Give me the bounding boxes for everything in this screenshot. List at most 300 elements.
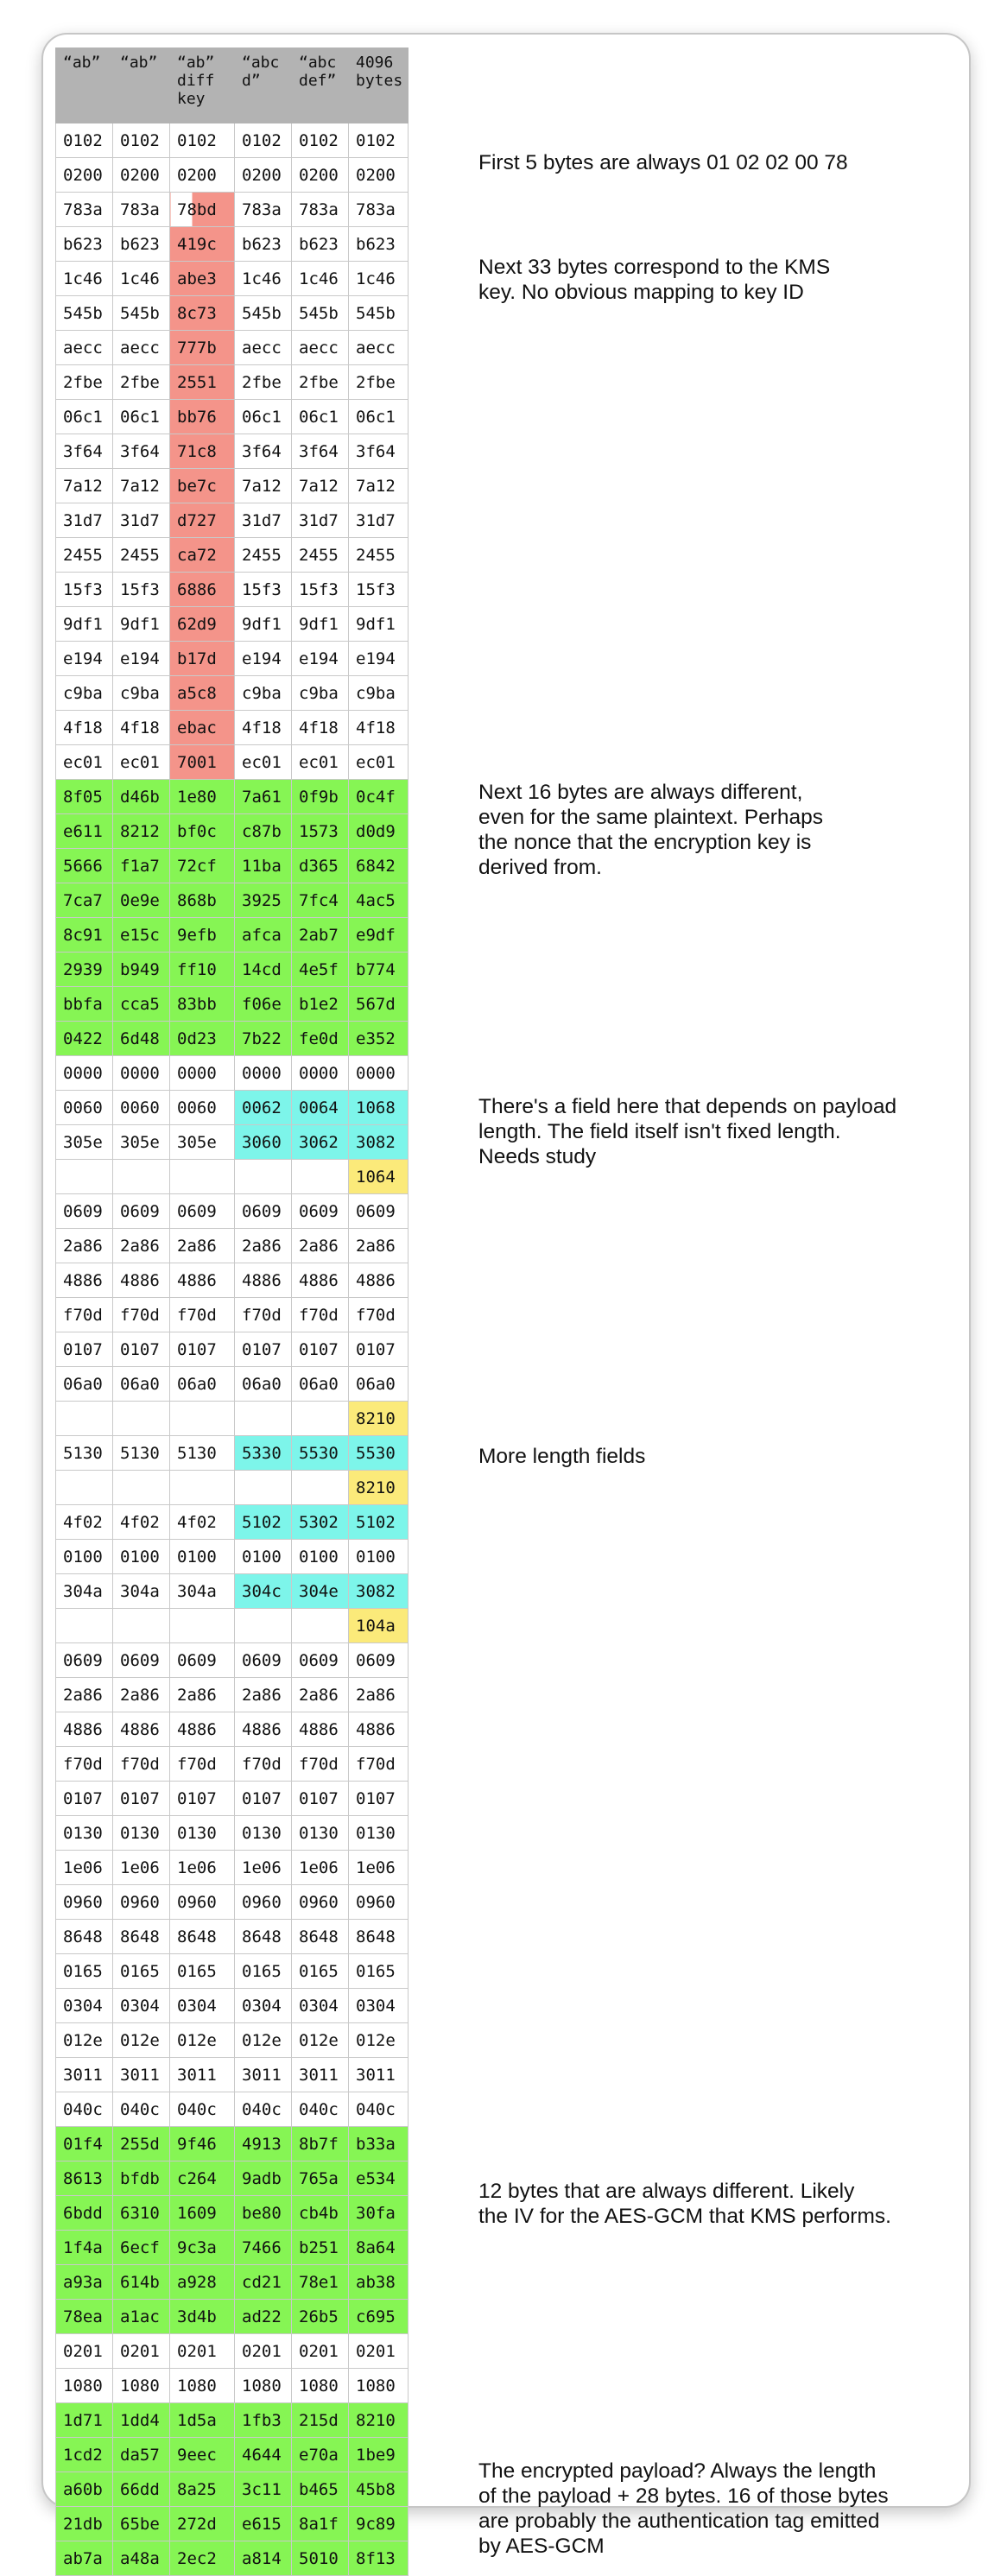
table-cell: 1c46 (113, 262, 170, 296)
table-cell: 8a1f (292, 2507, 349, 2541)
table-cell: 0107 (113, 1782, 170, 1816)
table-cell: 0201 (349, 2334, 408, 2369)
table-row (56, 2334, 408, 2369)
table-cell: 0201 (56, 2334, 113, 2369)
table-cell: e70a (292, 2438, 349, 2472)
table-body (56, 123, 408, 2576)
table-cell: b623 (292, 227, 349, 262)
column-header (292, 48, 349, 123)
table-cell: 0609 (56, 1194, 113, 1229)
annotation-note: First 5 bytes are always 01 02 02 00 78 (478, 150, 848, 174)
table-cell: 777b (170, 331, 235, 365)
table-cell: 2551 (170, 365, 235, 400)
table-cell: 0609 (113, 1194, 170, 1229)
table-row (56, 469, 408, 503)
table-cell: cca5 (113, 987, 170, 1022)
table-cell: 0304 (56, 1989, 113, 2023)
table-cell: 5530 (292, 1436, 349, 1471)
table-cell: 0609 (349, 1194, 408, 1229)
table-cell: 0200 (56, 158, 113, 193)
table-cell: 2455 (292, 538, 349, 573)
table-cell: 4f02 (170, 1505, 235, 1540)
table-row (56, 1643, 408, 1678)
table-cell: f1a7 (113, 849, 170, 883)
annotation-panel (41, 33, 971, 2568)
table-cell: b623 (56, 227, 113, 262)
table-cell: f70d (170, 1298, 235, 1332)
table-cell: 0304 (235, 1989, 292, 2023)
table-cell: 545b (235, 296, 292, 331)
table-cell: 8c73 (170, 296, 235, 331)
table-cell: ec01 (292, 745, 349, 780)
table-cell: 9df1 (113, 607, 170, 642)
table-cell: cd21 (235, 2265, 292, 2300)
table-cell (292, 1402, 349, 1436)
table-row (56, 262, 408, 296)
table-cell: 1c46 (56, 262, 113, 296)
table-cell: e352 (349, 1022, 408, 1056)
table-cell: 3082 (349, 1125, 408, 1160)
table-cell: 78ea (56, 2300, 113, 2334)
table-cell: 5130 (170, 1436, 235, 1471)
table-cell: 0200 (292, 158, 349, 193)
table-cell: 4886 (113, 1263, 170, 1298)
table-cell: 4886 (235, 1712, 292, 1747)
table-cell: 62d9 (170, 607, 235, 642)
table-cell: 1fb3 (235, 2403, 292, 2438)
table-row (56, 676, 408, 711)
column-header (349, 48, 408, 123)
table-row (56, 2023, 408, 2058)
table-cell: 0000 (349, 1056, 408, 1091)
table-cell: 0960 (170, 1885, 235, 1920)
table-cell: 0200 (349, 158, 408, 193)
table-cell: 5130 (56, 1436, 113, 1471)
table-cell: 304a (56, 1574, 113, 1609)
table-cell: 1080 (56, 2369, 113, 2403)
table-cell: ebac (170, 711, 235, 745)
table-cell: 0060 (113, 1091, 170, 1125)
table-cell: 0107 (292, 1782, 349, 1816)
table-cell: be80 (235, 2196, 292, 2231)
table-cell: 31d7 (292, 503, 349, 538)
table-cell: 1c46 (292, 262, 349, 296)
table-cell: 0107 (235, 1332, 292, 1367)
table-cell: 0060 (56, 1091, 113, 1125)
table-cell: 0609 (235, 1194, 292, 1229)
table-cell: 8648 (235, 1920, 292, 1954)
table-cell: d46b (113, 780, 170, 814)
table-row (56, 1402, 408, 1436)
table-row (56, 573, 408, 607)
table-row (56, 814, 408, 849)
table-row (56, 1125, 408, 1160)
table-cell: b623 (349, 227, 408, 262)
table-cell: 2a86 (292, 1229, 349, 1263)
table-cell: cb4b (292, 2196, 349, 2231)
table-cell: 78bd (170, 193, 235, 227)
table-cell: 7a12 (235, 469, 292, 503)
table-cell: e194 (349, 642, 408, 676)
table-cell: 4f02 (56, 1505, 113, 1540)
table-cell: 8648 (170, 1920, 235, 1954)
table-cell: 7a12 (292, 469, 349, 503)
table-row (56, 953, 408, 987)
table-cell (170, 1471, 235, 1505)
table-cell: 8a25 (170, 2472, 235, 2507)
table-cell: 9efb (170, 918, 235, 953)
table-cell: 2a86 (170, 1229, 235, 1263)
table-row (56, 1920, 408, 1954)
table-cell: aecc (235, 331, 292, 365)
table-cell: 26b5 (292, 2300, 349, 2334)
table-cell: 06a0 (235, 1367, 292, 1402)
table-cell: aecc (113, 331, 170, 365)
table-cell: a48a (113, 2541, 170, 2576)
table-cell: 0200 (113, 158, 170, 193)
table-cell: 614b (113, 2265, 170, 2300)
table-cell: 2ec2 (170, 2541, 235, 2576)
table-cell: f70d (56, 1747, 113, 1782)
table-row (56, 1609, 408, 1643)
table-cell: 6310 (113, 2196, 170, 2231)
table-cell: b623 (235, 227, 292, 262)
table-cell: 783a (235, 193, 292, 227)
table-cell: 0960 (113, 1885, 170, 1920)
table-cell: 0107 (349, 1782, 408, 1816)
table-cell: 4886 (170, 1263, 235, 1298)
table-cell: 4886 (235, 1263, 292, 1298)
column-header (235, 48, 292, 123)
table-cell: 215d (292, 2403, 349, 2438)
table-cell: 2fbe (349, 365, 408, 400)
table-cell: 545b (113, 296, 170, 331)
table-cell: 21db (56, 2507, 113, 2541)
table-cell: 7a12 (56, 469, 113, 503)
table-cell: b465 (292, 2472, 349, 2507)
table-cell: abe3 (170, 262, 235, 296)
table-cell: 4f18 (349, 711, 408, 745)
table-cell: d365 (292, 849, 349, 883)
table-cell: c9ba (349, 676, 408, 711)
table-cell: 0165 (56, 1954, 113, 1989)
table-cell: 06a0 (113, 1367, 170, 1402)
table-cell: f70d (349, 1747, 408, 1782)
table-cell: 7001 (170, 745, 235, 780)
table-cell: 1e06 (292, 1851, 349, 1885)
table-cell: 6bdd (56, 2196, 113, 2231)
table-row (56, 2058, 408, 2092)
table-row (56, 1436, 408, 1471)
table-cell: ec01 (235, 745, 292, 780)
table-cell: 1d71 (56, 2403, 113, 2438)
table-cell: 8648 (56, 1920, 113, 1954)
table-cell: 1e06 (56, 1851, 113, 1885)
table-cell: 783a (292, 193, 349, 227)
table-cell: 1e06 (113, 1851, 170, 1885)
table-row (56, 2196, 408, 2231)
table-cell: 0130 (56, 1816, 113, 1851)
table-row (56, 2231, 408, 2265)
table-cell: 0609 (292, 1194, 349, 1229)
table-row (56, 607, 408, 642)
table-cell: e611 (56, 814, 113, 849)
table-cell: 4886 (292, 1263, 349, 1298)
table-cell: aecc (349, 331, 408, 365)
table-cell (235, 1609, 292, 1643)
table-cell: 0107 (349, 1332, 408, 1367)
table-cell: 1573 (292, 814, 349, 849)
table-cell: 0960 (56, 1885, 113, 1920)
table-cell: 3f64 (235, 434, 292, 469)
table-cell: 0c4f (349, 780, 408, 814)
table-row (56, 918, 408, 953)
table-cell: 0165 (113, 1954, 170, 1989)
table-row (56, 1989, 408, 2023)
table-cell: 8613 (56, 2161, 113, 2196)
table-cell: 1080 (349, 2369, 408, 2403)
table-cell: 2fbe (113, 365, 170, 400)
table-cell: 0100 (292, 1540, 349, 1574)
table-cell: ad22 (235, 2300, 292, 2334)
table-cell: 0102 (292, 123, 349, 158)
table-cell: 65be (113, 2507, 170, 2541)
table-row (56, 849, 408, 883)
table-cell: 304a (113, 1574, 170, 1609)
table-cell: 868b (170, 883, 235, 918)
table-cell: e534 (349, 2161, 408, 2196)
table-cell: 3f64 (113, 434, 170, 469)
table-cell: 012e (235, 2023, 292, 2058)
table-cell: 1e80 (170, 780, 235, 814)
table-cell: 1be9 (349, 2438, 408, 2472)
table-cell: e194 (292, 642, 349, 676)
table-cell: 9df1 (292, 607, 349, 642)
column-header-label: “ab” diff key (177, 54, 215, 108)
table-cell: 2a86 (349, 1678, 408, 1712)
table-cell: 0062 (235, 1091, 292, 1125)
table-cell: 0100 (113, 1540, 170, 1574)
table-cell: 419c (170, 227, 235, 262)
table-row (56, 1712, 408, 1747)
table-cell: 012e (113, 2023, 170, 2058)
table-row (56, 883, 408, 918)
table-cell: 304a (170, 1574, 235, 1609)
table-cell: 15f3 (113, 573, 170, 607)
table-cell: 3925 (235, 883, 292, 918)
table-cell: 4886 (292, 1712, 349, 1747)
column-header-label: “abc d” (242, 54, 280, 90)
table-cell: 8b7f (292, 2127, 349, 2161)
table-cell: 8210 (349, 1402, 408, 1436)
table-cell: 06c1 (349, 400, 408, 434)
table-cell: 5010 (292, 2541, 349, 2576)
table-cell: 0107 (56, 1332, 113, 1367)
table-cell: 3f64 (349, 434, 408, 469)
table-cell: 4644 (235, 2438, 292, 2472)
table-cell: 0130 (349, 1816, 408, 1851)
table-cell: f70d (349, 1298, 408, 1332)
table-cell: 7ca7 (56, 883, 113, 918)
table-cell: 3f64 (56, 434, 113, 469)
table-cell: e194 (56, 642, 113, 676)
table-cell: 0609 (170, 1643, 235, 1678)
table-cell: 0201 (113, 2334, 170, 2369)
table-cell: 0609 (292, 1643, 349, 1678)
table-cell: f70d (235, 1298, 292, 1332)
annotation-note: The encrypted payload? Always the length of the payload + 28 bytes. 16 of those bytes are probably the authentication tag emitted by AES-GCM (478, 2459, 889, 2558)
table-cell: 4e5f (292, 953, 349, 987)
table-cell: 1e06 (235, 1851, 292, 1885)
table-cell: 4913 (235, 2127, 292, 2161)
table-cell (56, 1160, 113, 1194)
table-cell: 255d (113, 2127, 170, 2161)
table-cell: ec01 (349, 745, 408, 780)
table-cell: 2a86 (170, 1678, 235, 1712)
table-cell: 0102 (170, 123, 235, 158)
table-cell: 5666 (56, 849, 113, 883)
table-cell: 0130 (292, 1816, 349, 1851)
table-cell: 66dd (113, 2472, 170, 2507)
table-row (56, 1332, 408, 1367)
table-header-row (56, 48, 408, 123)
table-cell: e194 (235, 642, 292, 676)
table-cell: 1080 (292, 2369, 349, 2403)
table-cell: 040c (170, 2092, 235, 2127)
column-header-label: “ab” (63, 54, 101, 72)
table-cell: 0000 (170, 1056, 235, 1091)
table-cell: 15f3 (235, 573, 292, 607)
table-cell: 4886 (56, 1712, 113, 1747)
table-cell: 72cf (170, 849, 235, 883)
table-cell: 104a (349, 1609, 408, 1643)
table-cell: 0102 (235, 123, 292, 158)
table-cell: 6886 (170, 573, 235, 607)
table-cell: da57 (113, 2438, 170, 2472)
table-cell: 9df1 (235, 607, 292, 642)
table-cell: c9ba (113, 676, 170, 711)
table-cell: 7b22 (235, 1022, 292, 1056)
table-cell: b774 (349, 953, 408, 987)
table-cell: bf0c (170, 814, 235, 849)
table-cell: 0102 (349, 123, 408, 158)
table-cell: 0100 (170, 1540, 235, 1574)
annotation-note: There's a field here that depends on payload length. The field itself isn't fixed length. Needs study (478, 1095, 897, 1168)
table-row (56, 2092, 408, 2127)
table-row (56, 1056, 408, 1091)
table-row (56, 1851, 408, 1885)
table-cell: 45b8 (349, 2472, 408, 2507)
table-cell: 0304 (349, 1989, 408, 2023)
table-cell: 06c1 (292, 400, 349, 434)
table-row (56, 1747, 408, 1782)
table-cell: c264 (170, 2161, 235, 2196)
table-cell: 0130 (235, 1816, 292, 1851)
table-cell: 06c1 (113, 400, 170, 434)
table-cell: 783a (349, 193, 408, 227)
table-cell: 5102 (349, 1505, 408, 1540)
table-row (56, 296, 408, 331)
table-cell (56, 1471, 113, 1505)
table-cell: 9eec (170, 2438, 235, 2472)
table-cell: 304e (292, 1574, 349, 1609)
table-cell: 3082 (349, 1574, 408, 1609)
table-cell (235, 1160, 292, 1194)
table-cell: 012e (292, 2023, 349, 2058)
table-cell: 2fbe (292, 365, 349, 400)
table-cell: 7fc4 (292, 883, 349, 918)
table-cell: b623 (113, 227, 170, 262)
table-cell: 012e (170, 2023, 235, 2058)
table-cell: 0304 (170, 1989, 235, 2023)
table-cell: 0609 (170, 1194, 235, 1229)
table-row (56, 1954, 408, 1989)
table-cell (113, 1160, 170, 1194)
table-cell: 2a86 (56, 1229, 113, 1263)
table-cell: b949 (113, 953, 170, 987)
table-cell: 06a0 (56, 1367, 113, 1402)
table-cell: 0130 (170, 1816, 235, 1851)
table-cell: 0960 (235, 1885, 292, 1920)
table-cell: 4f18 (235, 711, 292, 745)
annotation-note: 12 bytes that are always different. Likely the IV for the AES-GCM that KMS performs. (478, 2179, 891, 2228)
table-cell: 5130 (113, 1436, 170, 1471)
table-row (56, 434, 408, 469)
column-header-label: “ab” (120, 54, 158, 72)
table-cell: 0609 (349, 1643, 408, 1678)
table-cell: 8a64 (349, 2231, 408, 2265)
table-cell: 8f13 (349, 2541, 408, 2576)
table-cell: b1e2 (292, 987, 349, 1022)
table-cell: 71c8 (170, 434, 235, 469)
table-cell: aecc (56, 331, 113, 365)
table-row (56, 2127, 408, 2161)
table-cell: afca (235, 918, 292, 953)
table-cell: 0165 (235, 1954, 292, 1989)
table-cell (235, 1471, 292, 1505)
table-cell: 545b (349, 296, 408, 331)
table-cell: 30fa (349, 2196, 408, 2231)
table-cell: 5330 (235, 1436, 292, 1471)
table-cell: 272d (170, 2507, 235, 2541)
table-cell: ec01 (56, 745, 113, 780)
table-cell: 01f4 (56, 2127, 113, 2161)
table-row (56, 2403, 408, 2438)
table-cell: 0000 (235, 1056, 292, 1091)
table-cell: 7a12 (113, 469, 170, 503)
table-cell: 2455 (113, 538, 170, 573)
table-cell: 4886 (113, 1712, 170, 1747)
table-cell: 0000 (56, 1056, 113, 1091)
table-row (56, 1782, 408, 1816)
table-row (56, 1885, 408, 1920)
table-cell: 0f9b (292, 780, 349, 814)
table-cell: 4f02 (113, 1505, 170, 1540)
table-cell: 0200 (235, 158, 292, 193)
table-cell: 2455 (56, 538, 113, 573)
table-cell: f70d (56, 1298, 113, 1332)
table-cell: 0201 (292, 2334, 349, 2369)
table-cell (56, 1609, 113, 1643)
table-cell (56, 1402, 113, 1436)
table-row (56, 2438, 408, 2472)
table-cell: e9df (349, 918, 408, 953)
table-row (56, 123, 408, 158)
table-cell (113, 1609, 170, 1643)
table-cell: 06c1 (56, 400, 113, 434)
table-cell: aecc (292, 331, 349, 365)
table-cell: 1080 (235, 2369, 292, 2403)
